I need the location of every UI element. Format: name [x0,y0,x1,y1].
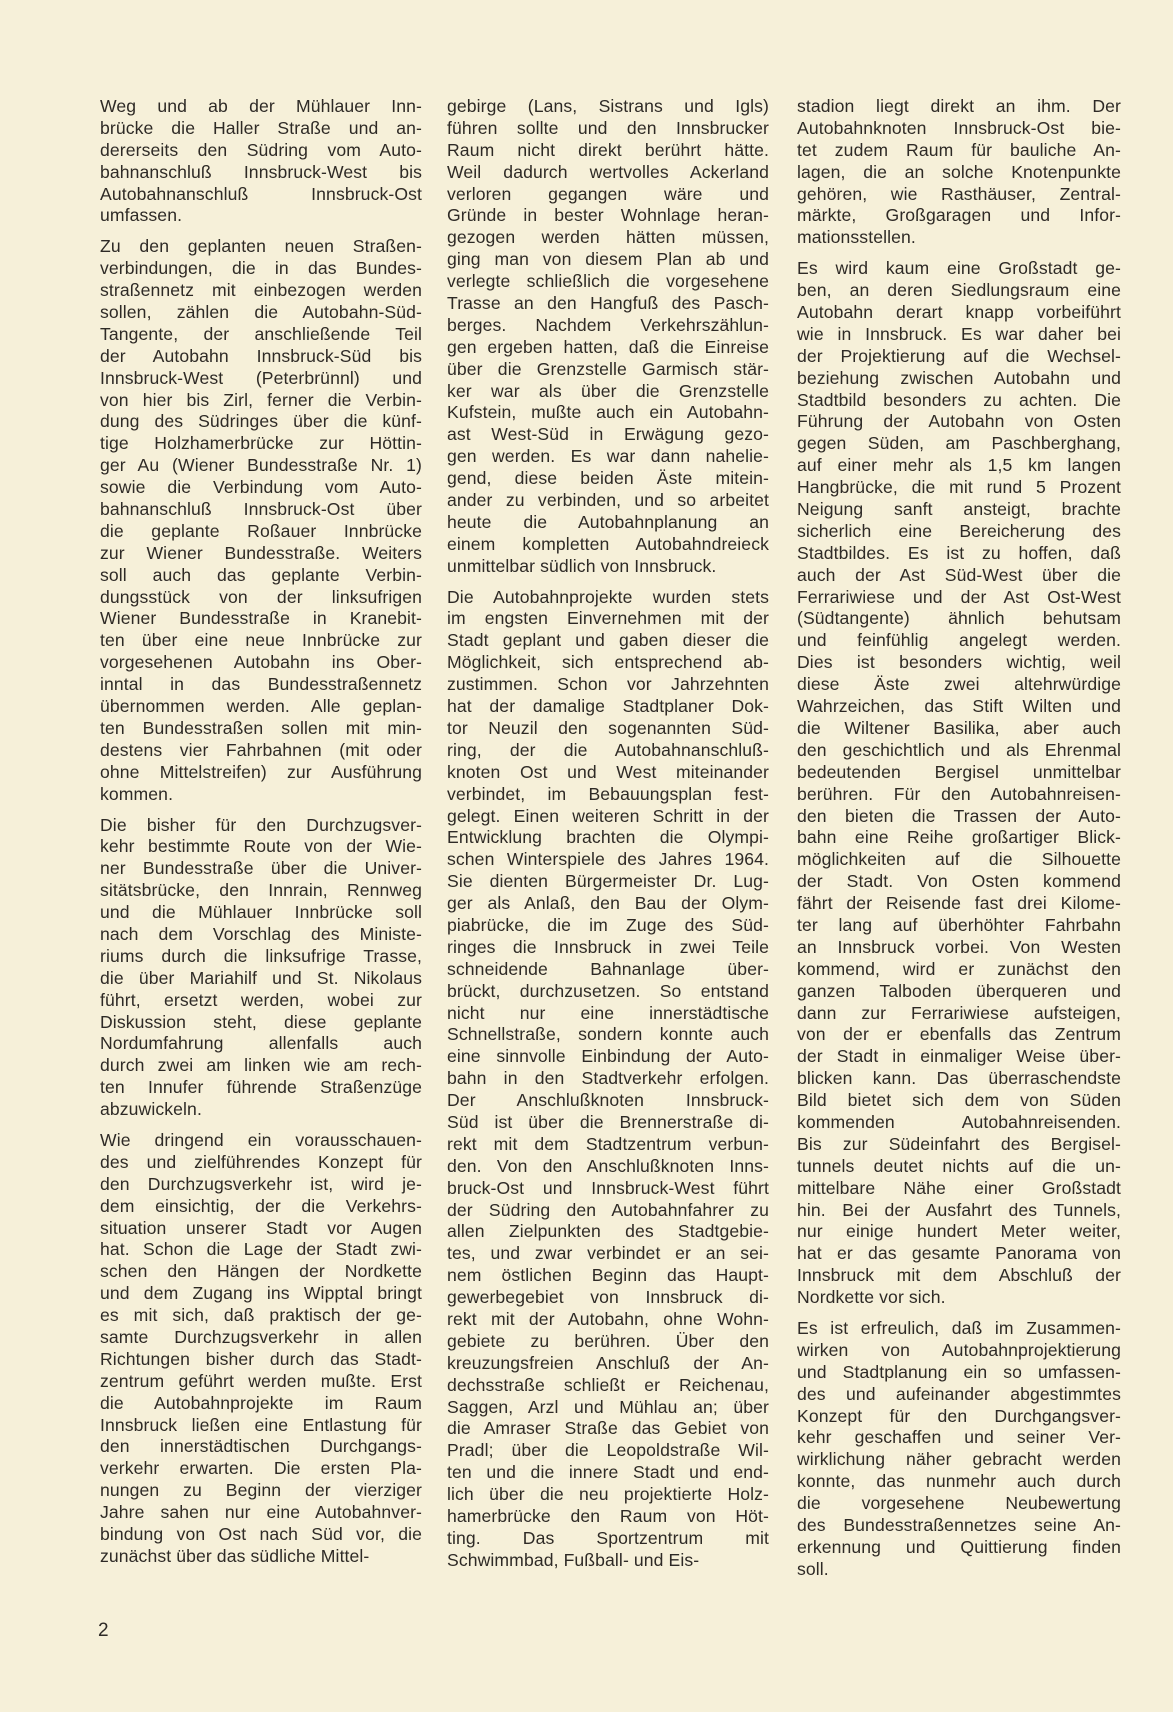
text-line: kommenden Autobahnreisenden. [797,1111,1121,1132]
text-column-3 [797,96,1121,1590]
text-line: gewerbegebiet von Innsbruck di- [447,1287,769,1308]
text-line: Wiener Bundesstraße in Kranebit- [100,608,422,629]
text-line: bahn eine Reihe großartiger Blick- [797,827,1121,848]
text-line: der Autobahn Innsbruck-Süd bis [100,345,422,366]
text-line: Stadtbild besonders zu achten. Die [797,389,1121,410]
text-line: Konzept für den Durchgangsver- [797,1405,1121,1426]
text-line: gezogen werden hätten müssen, [447,227,769,248]
text-line: ring, der die Autobahnanschluß- [447,739,769,760]
text-line: ter lang auf überhöhter Fahrbahn [797,914,1121,935]
text-line: und die Mühlauer Innbrücke soll [100,902,422,923]
text-line: Der Anschlußknoten Innsbruck- [447,1090,769,1111]
text-line: Autobahn derart knapp vorbeiführt [797,302,1121,323]
text-line: Wahrzeichen, das Stift Wilten und [797,696,1121,717]
text-line: ten Bundesstraßen sollen mit min- [100,717,422,738]
text-line: Die bisher für den Durchzugsver- [100,814,422,835]
text-line: und Stadtplanung ein so umfassen- [797,1361,1121,1382]
text-line: schen den Hängen der Nordkette [100,1261,422,1282]
text-line: Die Autobahnprojekte wurden stets [447,586,769,607]
text-line: samte Durchzugsverkehr in allen [100,1326,422,1347]
text-line: unmittelbar südlich von Innsbruck. [447,555,717,576]
text-line: auf einer mehr als 1,5 km langen [797,455,1121,476]
text-line: sowie die Verbindung vom Auto- [100,477,422,498]
text-line: Diskussion steht, diese geplante [100,1011,422,1032]
text-line: ger als Anlaß, den Bau der Olym- [447,893,769,914]
text-line: kehr geschaffen und seiner Ver- [797,1427,1121,1448]
text-line: berühren. Für den Autobahnreisen- [797,783,1121,804]
text-line: des und zielführendes Konzept für [100,1151,422,1172]
text-line: situation unserer Stadt vor Augen [100,1217,422,1238]
text-line: zunächst über das südliche Mittel- [100,1545,370,1566]
text-line: Es wird kaum eine Großstadt ge- [797,258,1121,279]
text-line: verbindungen, die in das Bundes- [100,258,422,279]
text-line: die Autobahnprojekte im Raum [100,1392,422,1413]
text-line: ting. Das Sportzentrum mit [447,1527,769,1548]
text-line: ohne Mittelstreifen) zur Ausführung [100,761,422,782]
text-line: ben, an deren Siedlungsraum eine [797,280,1121,301]
text-line: Möglichkeit, sich entsprechend ab- [447,652,769,673]
text-line: gen ergeben hatten, daß die Einreise [447,336,769,357]
text-line: die geplante Roßauer Innbrücke [100,520,422,541]
text-line: Bild bietet sich dem von Süden [797,1090,1121,1111]
text-line: nem östlichen Beginn das Haupt- [447,1265,769,1286]
text-line: knoten Ost und West miteinander [447,761,769,782]
text-line: blicken kann. Das überraschendste [797,1068,1121,1089]
text-line: dungsstück von der linksufrigen [100,586,422,607]
text-line: die über Mariahilf und St. Nikolaus [100,967,422,988]
text-line: gend, diese beiden Äste mitein- [447,468,769,489]
text-line: Schnellstraße, sondern konnte auch [447,1024,769,1045]
text-line: dererseits den Südring vom Auto- [100,139,422,160]
text-line: gegen Süden, am Paschberghang, [797,433,1121,454]
text-line: tor Neuzil den sogenannten Süd- [447,717,769,738]
text-line: wie in Innsbruck. Es war daher bei [797,323,1121,344]
text-line: Innsbruck ließen eine Entlastung für [100,1414,422,1435]
text-line: abzuwickeln. [100,1099,202,1120]
paragraph [797,258,1121,1309]
text-line: mationsstellen. [797,227,916,248]
text-line: bahn in den Stadtverkehr erfolgen. [447,1068,769,1089]
text-line: riums durch die linksufrige Trasse, [100,945,422,966]
text-line: Stadt geplant und gaben dieser die [447,630,769,651]
text-line: rekt mit dem Stadtzentrum verbun- [447,1133,769,1154]
text-line: Pradl; über die Leopoldstraße Wil- [447,1440,769,1461]
text-line: tet zudem Raum für bauliche An- [797,139,1121,160]
text-line: Weg und ab der Mühlauer Inn- [100,96,422,116]
text-line: verkehr erwarten. Die ersten Pla- [100,1458,422,1479]
text-line: straßennetz mit einbezogen werden [100,280,422,301]
text-line: an Innsbruck vorbei. Von Westen [797,936,1121,957]
text-line: Es ist erfreulich, daß im Zusammen- [797,1317,1121,1338]
text-line: brückt, durchzusetzen. So entstand [447,980,769,1001]
text-line: und feinfühlig angelegt werden. [797,630,1121,651]
text-line: eine sinnvolle Einbindung der Auto- [447,1046,769,1067]
text-line: soll auch das geplante Verbin- [100,564,422,585]
text-line: lich über die neu projektierte Holz- [447,1484,769,1505]
text-line: ten über eine neue Innbrücke zur [100,630,422,651]
text-line: zentrum geführt werden mußte. Erst [100,1370,422,1391]
text-line: dem einsichtig, der die Verkehrs- [100,1195,422,1216]
text-line: bruck-Ost und Innsbruck-West führt [447,1177,769,1198]
text-line: gelegt. Einen weiteren Schritt in der [447,805,769,826]
text-line: tige Holzhamerbrücke zur Höttin- [100,433,422,454]
text-line: fährt der Reisende fast drei Kilome- [797,893,1121,914]
text-line: der Stadt. Von Osten kommend [797,871,1121,892]
text-line: berges. Nachdem Verkehrszählun- [447,314,769,335]
text-line: ganzen Talboden überqueren und [797,980,1121,1001]
text-line: hat er das gesamte Panorama von [797,1243,1121,1264]
text-line: ander zu verbinden, und so arbeitet [447,490,769,511]
text-line: brücke die Haller Straße und an- [100,117,422,138]
paragraph [447,587,769,1572]
text-line: beziehung zwischen Autobahn und [797,367,1121,388]
text-line: inntal in das Bundesstraßennetz [100,674,422,695]
text-line: nicht nur eine innerstädtische [447,1002,769,1023]
text-line: tunnels deutet nichts auf die un- [797,1155,1121,1176]
text-line: der Südring den Autobahnfahrer zu [447,1199,769,1220]
text-line: ker war als über die Grenzstelle [447,380,769,401]
text-line: Saggen, Arzl und Mühlau an; über [447,1396,769,1417]
paragraph [100,236,422,805]
text-line: hamerbrücke den Raum von Höt- [447,1506,769,1526]
text-line: ten und die innere Stadt und end- [447,1462,769,1483]
paragraph [447,96,769,578]
text-line: ger Au (Wiener Bundesstraße Nr. 1) [100,455,422,476]
text-column-1 [100,96,422,1577]
text-line: bedeutenden Bergisel unmittelbar [797,761,1121,782]
text-line: Nordkette vor sich. [797,1287,946,1308]
text-line: den geschichtlich und als Ehrenmal [797,739,1121,760]
text-line: destens vier Fahrbahnen (mit oder [100,739,422,760]
text-line: zur Wiener Bundesstraße. Weiters [100,542,422,563]
text-line: Richtungen bisher durch das Stadt- [100,1348,422,1369]
text-line: Gründe in bester Wohnlage heran- [447,205,769,226]
text-line: Autobahnknoten Innsbruck-Ost bie- [797,117,1121,138]
text-line: stadion liegt direkt an ihm. Der [797,96,1121,116]
text-line: die Wiltener Basilika, aber auch [797,717,1121,738]
text-line: gehören, wie Rasthäuser, Zentral- [797,183,1121,204]
text-line: gebirge (Lans, Sistrans und Igls) [447,96,769,116]
text-line: möglichkeiten auf die Silhouette [797,849,1121,870]
text-line: Jahre sahen nur eine Autobahnver- [100,1502,422,1523]
text-line: Nordumfahrung allenfalls auch [100,1033,422,1054]
text-line: verlegte schließlich die vorgesehene [447,271,769,292]
text-line: Weil dadurch wertvolles Ackerland [447,161,769,182]
text-line: Süd ist über die Brennerstraße di- [447,1111,769,1132]
text-line: ten Innufer führende Straßenzüge [100,1077,422,1098]
text-line: einem kompletten Autobahndreieck [447,533,769,554]
text-line: schen Winterspiele des Jahres 1964. [447,849,769,870]
text-line: Ferrariwiese und der Ast Ost-West [797,586,1121,607]
text-line: und dem Zugang ins Wipptal bringt [100,1283,422,1304]
text-line: gen werden. Es war dann nahelie- [447,446,769,467]
text-line: des und aufeinander abgestimmtes [797,1383,1121,1404]
text-line: des Bundesstraßennetzes seine An- [797,1515,1121,1535]
text-line: bindung von Ost nach Süd vor, die [100,1524,422,1544]
text-line: es mit sich, daß praktisch der ge- [100,1305,422,1326]
text-line: ringes die Innsbruck in zwei Teile [447,936,769,957]
text-line: über die Grenzstelle Garmisch stär- [447,358,769,379]
text-line: tes, und zwar verbindet er an sei- [447,1243,769,1264]
paragraph [100,1130,422,1568]
text-line: Zu den geplanten neuen Straßen- [100,236,422,257]
text-line: übernommen werden. Alle geplan- [100,696,422,717]
text-line: Führung der Autobahn von Osten [797,411,1121,432]
text-line: Raum nicht direkt berührt hätte. [447,139,769,160]
text-line: der Stadt in einmaliger Weise über- [797,1046,1121,1067]
text-line: ast West-Süd in Erwägung gezo- [447,424,769,445]
text-line: wirklichung näher gebracht werden [797,1449,1121,1470]
text-line: dann zur Ferrariwiese aufsteigen, [797,1002,1121,1023]
text-line: Sie dienten Bürgermeister Dr. Lug- [447,871,769,892]
text-line: zustimmen. Schon vor Jahrzehnten [447,674,769,695]
text-line: diese Äste zwei altehrwürdige [797,674,1121,695]
text-line: Dies ist besonders wichtig, weil [797,652,1121,673]
text-line: nur einige hundert Meter weiter, [797,1221,1121,1242]
text-line: Hangbrücke, die mit rund 5 Prozent [797,477,1121,498]
text-line: sitätsbrücke, den Innrain, Rennweg [100,880,422,901]
paragraph [100,96,422,227]
text-line: heute die Autobahnplanung an [447,511,769,532]
text-line: märkte, Großgaragen und Infor- [797,205,1121,226]
text-line: dung des Südringes über die künf- [100,411,422,432]
text-line: von der er ebenfalls das Zentrum [797,1024,1121,1045]
text-line: von hier bis Zirl, ferner die Verbin- [100,389,422,410]
text-line: kreuzungsfreien Anschluß der An- [447,1352,769,1373]
text-line: auch der Ast Süd-West über die [797,564,1121,585]
text-column-2 [447,96,769,1581]
text-line: dechsstraße schließt er Reichenau, [447,1374,769,1395]
text-line: sicherlich eine Bereicherung des [797,520,1121,541]
text-line: Innsbruck-West (Peterbrünnl) und [100,367,422,388]
text-line: nach dem Vorschlag des Ministe- [100,923,422,944]
text-line: sollen, zählen die Autobahn-Süd- [100,302,422,323]
text-line: die Amraser Straße das Gebiet von [447,1418,769,1439]
text-line: gebiete zu berühren. Über den [447,1330,769,1351]
text-line: soll. [797,1558,829,1579]
text-line: den. Von den Anschlußknoten Inns- [447,1155,769,1176]
text-line: umfassen. [100,205,183,226]
text-line: führen sollte und den Innsbrucker [447,117,769,138]
text-line: piabrücke, die im Zuge des Süd- [447,914,769,935]
text-line: hin. Bei der Ausfahrt des Tunnels, [797,1199,1121,1220]
text-line: kommend, wird er zunächst den [797,958,1121,979]
text-line: Innsbruck mit dem Abschluß der [797,1265,1121,1286]
text-line: rekt mit der Autobahn, ohne Wohn- [447,1308,769,1329]
text-line: mittelbare Nähe einer Großstadt [797,1177,1121,1198]
text-line: Entwicklung brachten die Olympi- [447,827,769,848]
text-line: erkennung und Quittierung finden [797,1536,1121,1557]
text-line: bahnanschluß Innsbruck-Ost über [100,499,422,520]
text-line: konnte, das nunmehr auch durch [797,1471,1121,1492]
text-line: verloren gegangen wäre und [447,183,769,204]
text-line: ging man von diesem Plan ab und [447,249,769,270]
text-line: führt, ersetzt werden, wobei zur [100,989,422,1010]
text-line: wirken von Autobahnprojektierung [797,1339,1121,1360]
text-line: allen Zielpunkten des Stadtgebie- [447,1221,769,1242]
page-number: 2 [98,1620,109,1641]
text-line: verbindet, im Bebauungsplan fest- [447,783,769,804]
text-line: den innerstädtischen Durchgangs- [100,1436,422,1457]
text-line: den bieten die Trassen der Auto- [797,805,1121,826]
text-line: hat. Schon die Lage der Stadt zwi- [100,1239,422,1260]
text-line: Wie dringend ein vorausschauen- [100,1129,422,1150]
text-line: Stadtbildes. Es ist zu hoffen, daß [797,542,1121,563]
text-line: kommen. [100,783,174,804]
text-line: schneidende Bahnanlage über- [447,958,769,979]
paragraph [797,1318,1121,1581]
text-line: durch zwei am linken wie am rech- [100,1055,422,1076]
text-line: Schwimmbad, Fußball- und Eis- [447,1549,700,1570]
text-line: kehr bestimmte Route von der Wie- [100,836,422,857]
paragraph [100,815,422,1121]
paragraph [797,96,1121,249]
text-line: vorgesehenen Autobahn ins Ober- [100,652,422,673]
text-line: Autobahnanschluß Innsbruck-Ost [100,183,422,204]
text-line: bahnanschluß Innsbruck-West bis [100,161,422,182]
text-line: lagen, die an solche Knotenpunkte [797,161,1121,182]
text-line: Trasse an den Hangfuß des Pasch- [447,293,769,314]
text-line: (Südtangente) ähnlich behutsam [797,608,1121,629]
text-line: hat der damalige Stadtplaner Dok- [447,696,769,717]
text-line: nungen zu Beginn der vierziger [100,1480,422,1501]
text-line: Neigung sanft ansteigt, brachte [797,499,1121,520]
text-line: die vorgesehene Neubewertung [797,1493,1121,1514]
text-line: Tangente, der anschließende Teil [100,323,422,344]
text-line: Bis zur Südeinfahrt des Bergisel- [797,1133,1121,1154]
text-line: Kufstein, mußte auch ein Autobahn- [447,402,769,423]
text-line: der Projektierung auf die Wechsel- [797,345,1121,366]
text-line: den Durchzugsverkehr ist, wird je- [100,1173,422,1194]
text-line: ner Bundesstraße über die Univer- [100,858,422,879]
text-line: im engsten Einvernehmen mit der [447,608,769,629]
